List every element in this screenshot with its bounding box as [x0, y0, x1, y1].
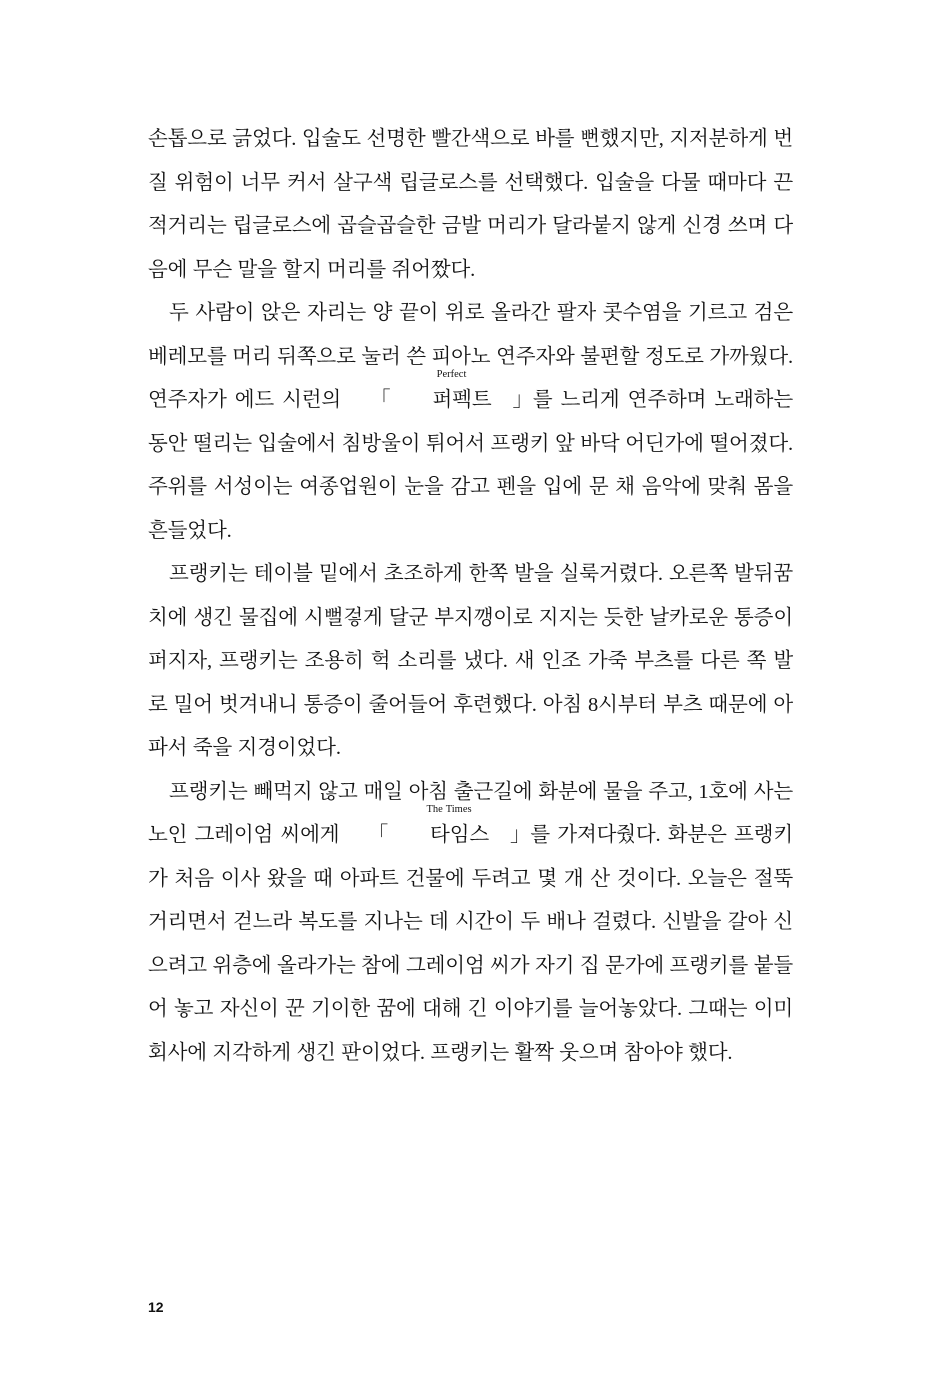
paragraph-4 — [148, 771, 793, 1076]
paragraph-4-part-2: 를 가져다줬다. 화분은 프랭키가 처음 이사 왔을 때 아파트 건물에 두려고 몇 개 산 것이다. 오늘은 절뚝거리면서 걷느라 복도를 지나는 데 시간이 두 배나 걸렸다. 신발을 갈아 신으려고 위층에 올라가는 참에 그레이엄 씨가 자기 집 문가에 프랭키를 붙들어 놓고 자신이 꾼 기이한 꿈에 대해 긴 이야기를 늘어놓았다. 그때는 이미 회사에 지각하게 생긴 판이었다. 프랭키는 활짝 웃으며 참아야 했다. — [148, 824, 793, 1064]
quote-close-bracket-2: 」 — [510, 824, 531, 846]
ruby-annotation-the-times — [388, 804, 490, 858]
paragraph-3: 프랭키는 테이블 밑에서 초조하게 한쪽 발을 실룩거렸다. 오른쪽 발뒤꿈치에 생긴 물집에 시뻘겋게 달군 부지깽이로 지지는 듯한 날카로운 통증이 퍼지자, 프랭키는 조용히 헉 소리를 냈다. 새 인조 가죽 부츠를 다른 쪽 발로 밀어 벗겨내니 통증이 줄어들어 후련했다. 아침 8시부터 부츠 때문에 아파서 죽을 지경이었다. — [148, 563, 793, 759]
quote-open-bracket-1: 「 — [370, 389, 391, 411]
page-number: 12 — [148, 1299, 164, 1315]
ruby-annotation-perfect — [391, 369, 492, 423]
page-text-body — [148, 118, 793, 1075]
ruby-text-the-times: The Times — [426, 804, 472, 815]
paragraph-4-part-1: 프랭키는 빼먹지 않고 매일 아침 출근길에 화분에 물을 주고, 1호에 사는 노인 그레이엄 씨에게 — [148, 780, 793, 846]
paragraph-2 — [148, 292, 793, 553]
ruby-base-perfect: 퍼펙트 — [432, 389, 492, 411]
paragraph-1: 손톱으로 긁었다. 입술도 선명한 빨간색으로 바를 뻔했지만, 지저분하게 번질 위험이 너무 커서 살구색 립글로스를 선택했다. 입술을 다물 때마다 끈적거리는 립글로스에 곱슬곱슬한 금발 머리가 달라붙지 않게 신경 쓰며 다음에 무슨 말을 할지 머리를 쥐어짰다. — [148, 128, 793, 281]
ruby-text-perfect: Perfect — [436, 369, 467, 380]
paragraph-2-part-1: 두 사람이 앉은 자리는 양 끝이 위로 올라간 팔자 콧수염을 기르고 검은 베레모를 머리 뒤쪽으로 눌러 쓴 피아노 연주자와 불편할 정도로 가까웠다. 연주자가 에드 시런의 — [148, 302, 793, 411]
quote-open-bracket-2: 「 — [367, 824, 389, 846]
quote-close-bracket-1: 」 — [512, 389, 533, 411]
paragraph-2-part-2: 를 느리게 연주하며 노래하는 동안 떨리는 입술에서 침방울이 튀어서 프랭키 앞 바닥 어딘가에 떨어졌다. 주위를 서성이는 여종업원이 눈을 감고 펜을 입에 문 채 음악에 맞춰 몸을 흔들었다. — [148, 389, 793, 542]
ruby-base-the-times: 타임스 — [430, 824, 490, 846]
